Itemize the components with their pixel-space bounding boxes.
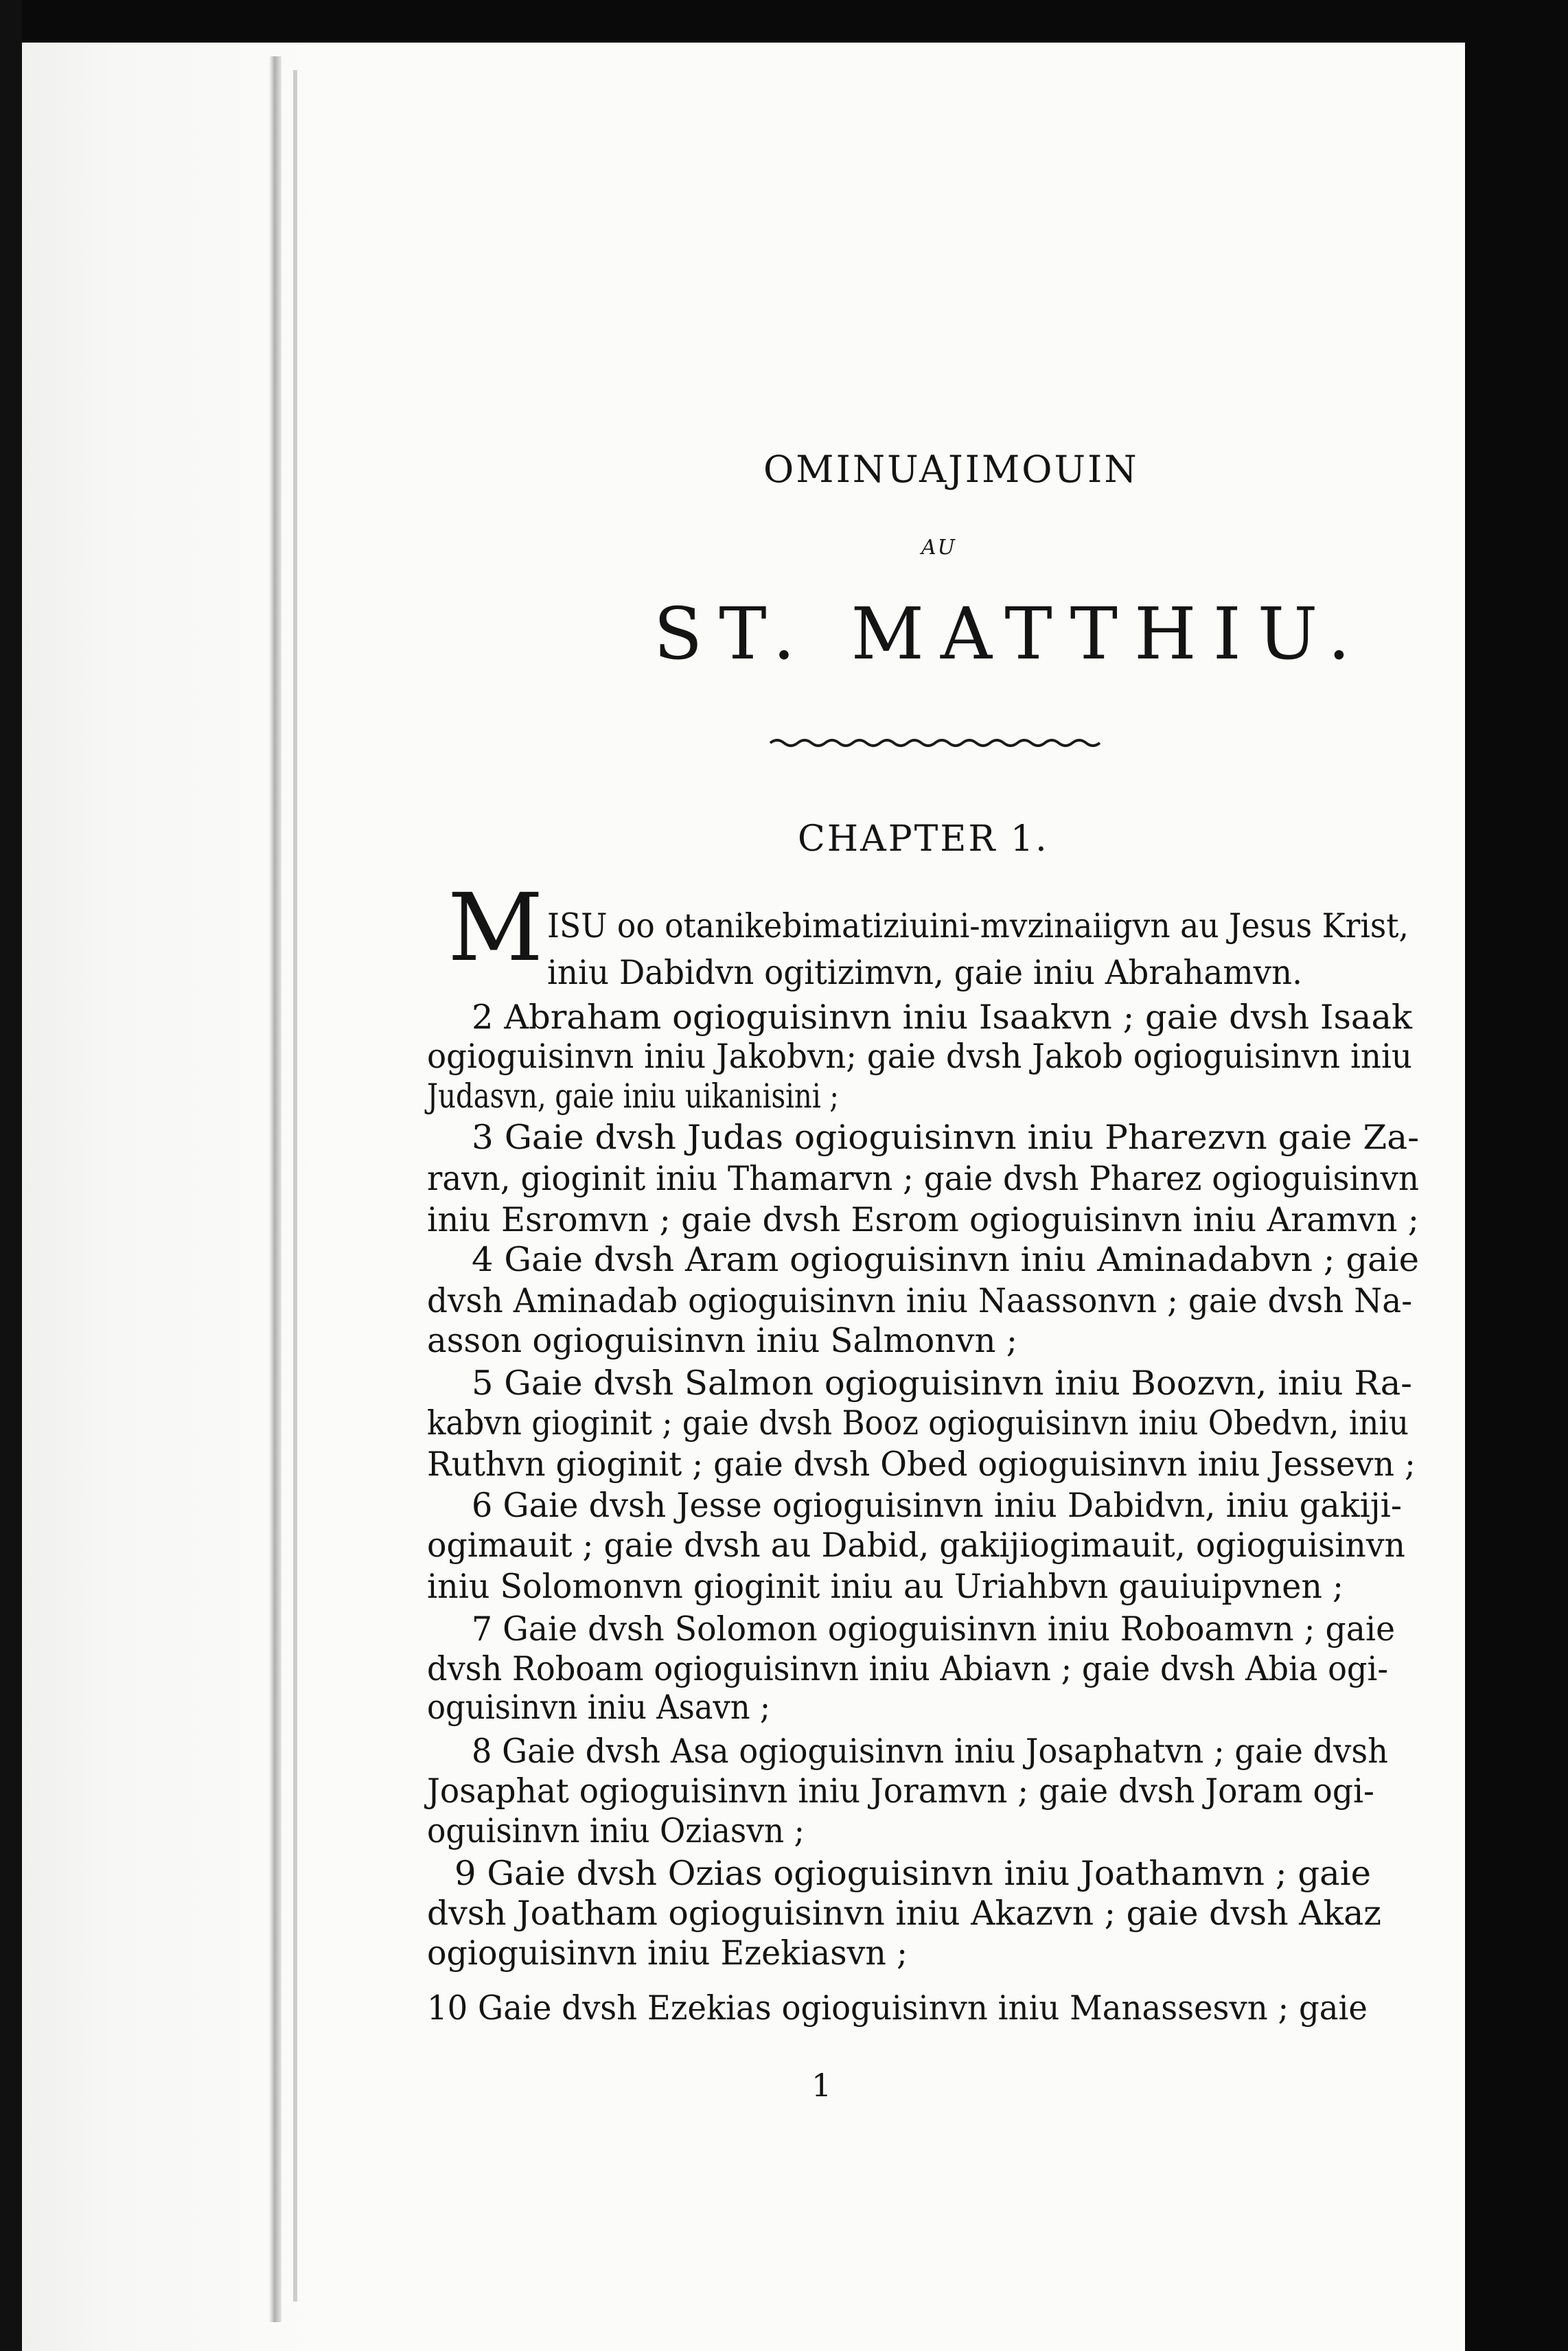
verse-line: 2 Abraham ogioguisinvn iniu Isaakvn ; gaie dvsh Isaak xyxy=(472,998,1413,1037)
verse-line: dvsh Joatham ogioguisinvn iniu Akazvn ; gaie dvsh Akaz xyxy=(427,1894,1381,1933)
scan-border-top xyxy=(0,0,1568,43)
verse-line: kabvn gioginit ; gaie dvsh Booz ogioguisinvn iniu Obedvn, iniu xyxy=(427,1403,1409,1443)
verse-line: iniu Solomonvn gioginit iniu au Uriahbvn gauiuipvnen ; xyxy=(427,1567,1344,1606)
verse-line: dvsh Roboam ogioguisinvn iniu Abiavn ; gaie dvsh Abia ogi- xyxy=(427,1649,1388,1688)
verse-line: 7 Gaie dvsh Solomon ogioguisinvn iniu Roboamvn ; gaie xyxy=(472,1609,1396,1649)
verse-line: ravn, gioginit iniu Thamarvn ; gaie dvsh Pharez ogioguisinvn xyxy=(427,1159,1420,1198)
verse-line: asson ogioguisinvn iniu Salmonvn ; xyxy=(427,1321,1017,1360)
ornamental-rule xyxy=(767,729,1103,757)
verse-line: 10 Gaie dvsh Ezekias ogioguisinvn iniu Manassesvn ; gaie xyxy=(427,1988,1368,2028)
verse-line: Josaphat ogioguisinvn iniu Joramvn ; gaie dvsh Joram ogi- xyxy=(427,1771,1374,1811)
verse-line: dvsh Aminadab ogioguisinvn iniu Naassonvn ; gaie dvsh Na- xyxy=(427,1281,1413,1320)
verse-line: oguisinvn iniu Oziasvn ; xyxy=(427,1811,805,1850)
page-text xyxy=(22,43,1465,2351)
book-subject: ST. MATTHIU. xyxy=(654,592,1367,676)
book-title-connector: AU xyxy=(921,536,956,560)
book-page xyxy=(22,43,1465,2351)
page-number: 1 xyxy=(811,2067,832,2104)
verse-line: 4 Gaie dvsh Aram ogioguisinvn iniu Aminadabvn ; gaie xyxy=(472,1240,1420,1279)
verse-line: ogimauit ; gaie dvsh au Dabid, gakijiogimauit, ogioguisinvn xyxy=(427,1526,1406,1565)
verse-line: 8 Gaie dvsh Asa ogioguisinvn iniu Josaphatvn ; gaie dvsh xyxy=(472,1732,1388,1771)
verse-line: iniu Dabidvn ogitizimvn, gaie iniu Abrahamvn. xyxy=(547,953,1302,992)
verse-line: 9 Gaie dvsh Ozias ogioguisinvn iniu Joathamvn ; gaie xyxy=(454,1854,1371,1893)
verse-line: Judasvn, gaie iniu uikanisini ; xyxy=(427,1077,839,1116)
verse-line: 5 Gaie dvsh Salmon ogioguisinvn iniu Boozvn, iniu Ra- xyxy=(472,1364,1413,1403)
drop-cap: M xyxy=(448,874,544,983)
chapter-heading: CHAPTER 1. xyxy=(798,818,1049,860)
book-title: OMINUAJIMOUIN xyxy=(763,448,1139,491)
verse-line: 6 Gaie dvsh Jesse ogioguisinvn iniu Dabidvn, iniu gakiji- xyxy=(472,1486,1403,1525)
verse-line: ogioguisinvn iniu Jakobvn; gaie dvsh Jakob ogioguisinvn iniu xyxy=(427,1037,1412,1076)
scan-border-left xyxy=(0,0,22,2351)
verse-line: Ruthvn gioginit ; gaie dvsh Obed ogioguisinvn iniu Jessevn ; xyxy=(427,1445,1416,1484)
scan-border-right xyxy=(1465,0,1568,2351)
verse-line: iniu Esromvn ; gaie dvsh Esrom ogioguisinvn iniu Aramvn ; xyxy=(427,1200,1419,1239)
verse-line: ISU oo otanikebimatiziuini-mvzinaiigvn au Jesus Krist, xyxy=(547,906,1409,945)
verse-line: ogioguisinvn iniu Ezekiasvn ; xyxy=(427,1934,908,1973)
verse-line: 3 Gaie dvsh Judas ogioguisinvn iniu Pharezvn gaie Za- xyxy=(472,1118,1420,1157)
verse-line: oguisinvn iniu Asavn ; xyxy=(427,1688,771,1727)
